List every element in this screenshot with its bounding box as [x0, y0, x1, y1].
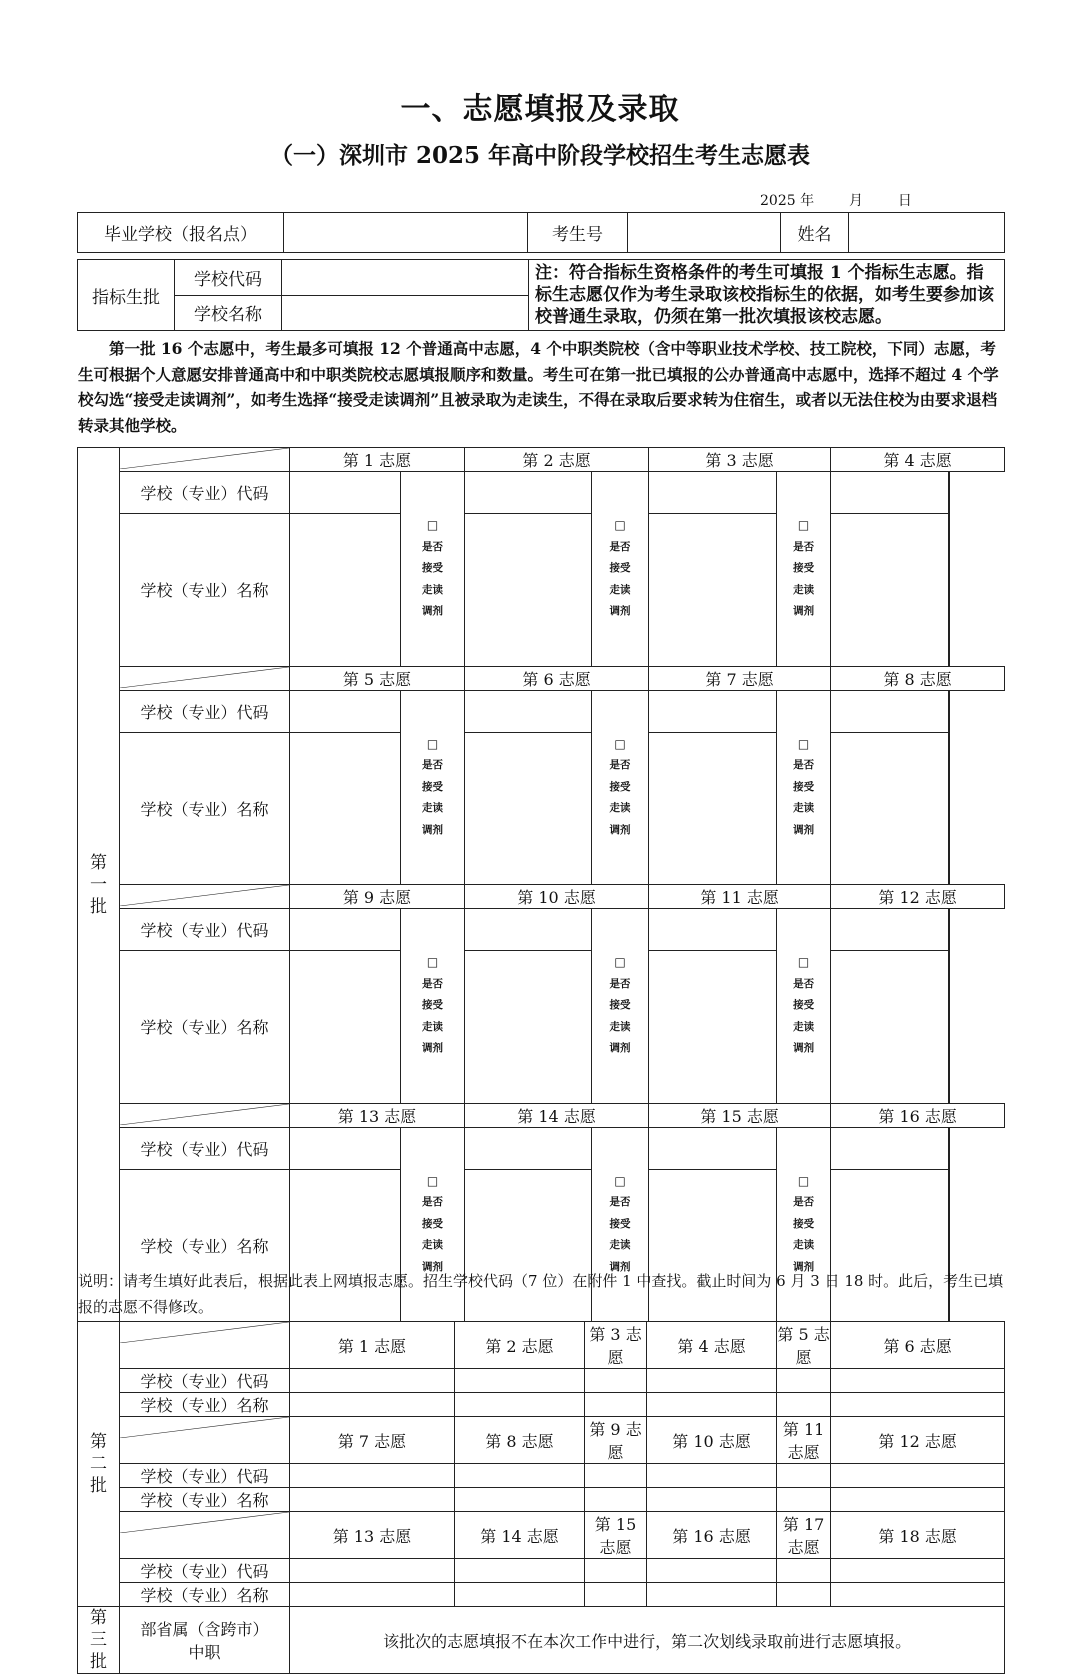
school-code-label: 学校（专业）代码: [120, 909, 290, 951]
school-code-field[interactable]: [290, 909, 401, 951]
batch3-category: [120, 1607, 290, 1674]
quota-code-label: 学校代码: [175, 260, 282, 296]
checkbox-label: 调剂: [422, 605, 444, 617]
accept-dayschool-checkbox[interactable]: [949, 690, 950, 885]
batch2-label-text: 第 二 批: [90, 1432, 107, 1496]
school-code-field[interactable]: [777, 1464, 831, 1488]
checkbox-label: 走读: [609, 1239, 631, 1251]
school-name-field[interactable]: [649, 732, 777, 884]
batch1-choice-header: 第 7 志愿: [649, 666, 831, 690]
quota-name-label: 学校名称: [175, 295, 282, 331]
batch1-choice-header: 第 15 志愿: [649, 1103, 831, 1127]
school-code-field[interactable]: [465, 1127, 592, 1169]
date-month: 月: [849, 193, 863, 209]
checkbox-label: 是否: [793, 977, 815, 990]
batch2-choice-header: 第 18 志愿: [831, 1512, 1005, 1559]
school-code-field[interactable]: [290, 1464, 455, 1488]
checkbox-icon[interactable]: □: [614, 736, 626, 751]
checkbox-label: 调剂: [793, 1042, 815, 1054]
school-code-field[interactable]: [831, 1464, 1005, 1488]
batch2-choice-header: 第 1 志愿: [290, 1322, 455, 1369]
checkbox-label: 调剂: [793, 1260, 815, 1273]
checkbox-icon[interactable]: □: [797, 736, 810, 751]
batch2-choice-header: 第 2 志愿: [455, 1322, 585, 1369]
school-code-field[interactable]: [465, 472, 592, 514]
school-name-field[interactable]: [831, 732, 949, 884]
batch1-instructions: 第一批 16 个志愿中，考生最多可填报 12 个普通高中志愿，4 个中职类院校（含中等职业技术学校、技工院校，下同）志愿，考生可根据个人意愿安排普通高中和中职类院校志愿填报顺序和数量。考生可在第一批已填报的公办普通高中志愿中，选择不超过 4 个学校勾选“接受走读调剂”，如考生选择“接受走读调剂”且被录取为走读生，不得在录取后要求转为住宿生，或者以无法住校为由要求退档转录其他学校。: [78, 339, 999, 435]
diagonal-header-cell: [120, 448, 290, 472]
school-code-field[interactable]: [585, 1559, 647, 1583]
batch1-choice-header: 第 13 志愿: [290, 1103, 465, 1127]
school-code-field[interactable]: [465, 909, 592, 951]
batch2-choice-header: 第 6 志愿: [831, 1322, 1005, 1369]
school-code-field[interactable]: [831, 1559, 1005, 1583]
checkbox-label: 调剂: [793, 605, 815, 617]
school-name-label: 学校（专业）名称: [120, 951, 290, 1103]
checkbox-icon[interactable]: □: [797, 1173, 810, 1188]
school-name-label: 学校（专业）名称: [120, 1393, 290, 1417]
school-code-field[interactable]: [649, 1127, 777, 1169]
school-name-field[interactable]: [290, 1488, 455, 1512]
checkbox-label: 接受: [609, 562, 631, 574]
school-code-field[interactable]: [290, 1369, 455, 1393]
school-name-field[interactable]: [465, 514, 592, 666]
batch1-choice-header: 第 5 志愿: [290, 666, 465, 690]
school-code-field[interactable]: [649, 472, 777, 514]
school-code-field[interactable]: [455, 1369, 585, 1393]
school-code-field[interactable]: [831, 909, 949, 951]
school-name-field[interactable]: [831, 1583, 1005, 1607]
checkbox-icon[interactable]: □: [614, 518, 626, 532]
school-name-field[interactable]: [585, 1488, 647, 1512]
accept-dayschool-checkbox[interactable]: [949, 909, 950, 1104]
checkbox-label: 接受: [422, 1217, 444, 1230]
batch3-category-line2: 中职: [188, 1643, 221, 1662]
student-info-table: [77, 212, 1005, 253]
accept-dayschool-checkbox[interactable]: [592, 690, 649, 885]
school-code-field[interactable]: [465, 690, 592, 732]
school-name-field[interactable]: [585, 1583, 647, 1607]
school-name-field[interactable]: [647, 1583, 777, 1607]
student-name-field[interactable]: [849, 213, 1005, 253]
diagonal-header-cell: [120, 666, 290, 690]
quota-note: 注：符合指标生资格条件的考生可填报 1 个指标生志愿。指标生志愿仅作为考生录取该校指标生的依据，如考生要参加该校普通生录取，仍须在第一批次填报该校志愿。: [529, 260, 1005, 331]
school-name-label: 学校（专业）名称: [120, 732, 290, 884]
batch1-choice-header: 第 2 志愿: [465, 448, 649, 472]
footnote: 说明：请考生填好此表后，根据此表上网填报志愿。招生学校代码（7 位）在附件 1 中查找。截止时间为 6 月 3 日 18 时。此后，考生已填报的志愿不得修改。: [78, 1272, 1004, 1316]
checkbox-label: 走读: [793, 802, 815, 814]
checkbox-label: 是否: [422, 1196, 444, 1208]
batch2-choice-header: 第 7 志愿: [290, 1417, 455, 1464]
graduate-school-label: 毕业学校（报名点）: [78, 213, 284, 253]
batch2-choice-header: 第 13 志愿: [290, 1512, 455, 1559]
batch2-choice-header: 第 10 志愿: [647, 1417, 777, 1464]
school-name-label: 学校（专业）名称: [120, 514, 290, 666]
batch1-choice-header: 第 11 志愿: [649, 885, 831, 909]
batch1-choice-header: 第 10 志愿: [465, 885, 649, 909]
school-name-field[interactable]: [465, 951, 592, 1103]
checkbox-label: 接受: [793, 1217, 815, 1230]
school-name-field[interactable]: [455, 1393, 585, 1417]
school-code-field[interactable]: [777, 1369, 831, 1393]
checkbox-label: 是否: [422, 977, 444, 990]
page-title: 一、志愿填报及录取: [400, 92, 680, 127]
date-year: 2025 年: [760, 193, 815, 209]
school-code-field[interactable]: [647, 1369, 777, 1393]
school-name-label: 学校（专业）名称: [120, 1169, 290, 1321]
batch1-choice-header: 第 12 志愿: [831, 885, 1005, 909]
batch3-notice: 该批次的志愿填报不在本次工作中进行，第二次划线录取前进行志愿填报。: [290, 1607, 1005, 1674]
school-code-field[interactable]: [777, 1559, 831, 1583]
school-name-field[interactable]: [647, 1488, 777, 1512]
school-name-field[interactable]: [649, 951, 777, 1103]
accept-dayschool-checkbox[interactable]: [592, 909, 649, 1104]
checkbox-label: 调剂: [609, 1042, 631, 1054]
school-name-field[interactable]: [647, 1393, 777, 1417]
date-line: [760, 190, 912, 210]
school-name-field[interactable]: [455, 1488, 585, 1512]
school-code-label: 学校（专业）代码: [120, 1464, 290, 1488]
checkbox-label: 调剂: [422, 1042, 444, 1054]
batch2-choice-header: 第 14 志愿: [455, 1512, 585, 1559]
school-name-field[interactable]: [831, 1488, 1005, 1512]
checkbox-label: 走读: [422, 802, 444, 814]
batch1-label-text: 第 一 批: [90, 852, 107, 917]
checkbox-label: 调剂: [609, 605, 631, 617]
checkbox-label: 走读: [793, 1020, 815, 1033]
quota-batch-label: 指标生批: [78, 260, 175, 331]
batch2-choice-header: 第 3 志愿: [585, 1322, 647, 1369]
checkbox-label: 接受: [793, 999, 815, 1011]
school-code-label: 学校（专业）代码: [120, 1369, 290, 1393]
checkbox-label: 接受: [422, 780, 444, 793]
diagonal-header-cell: [120, 885, 290, 909]
checkbox-icon[interactable]: □: [797, 955, 810, 969]
checkbox-label: 调剂: [609, 1260, 631, 1273]
checkbox-label: 是否: [793, 1196, 815, 1208]
school-code-field[interactable]: [831, 690, 949, 732]
batch3-label-text: 第 三 批: [90, 1608, 107, 1672]
checkbox-label: 接受: [422, 999, 444, 1011]
checkbox-label: 走读: [793, 1239, 815, 1251]
accept-dayschool-checkbox[interactable]: [401, 909, 465, 1104]
checkbox-icon[interactable]: □: [426, 518, 439, 532]
school-name-label: 学校（专业）名称: [120, 1488, 290, 1512]
batch2-choice-header: 第 17 志愿: [777, 1512, 831, 1559]
exam-number-label: 考生号: [528, 213, 628, 253]
school-code-field[interactable]: [831, 472, 949, 514]
diagonal-header-cell: [120, 1103, 290, 1127]
graduate-school-field[interactable]: [284, 213, 528, 253]
checkbox-label: 走读: [793, 583, 815, 596]
school-code-field[interactable]: [585, 1369, 647, 1393]
accept-dayschool-checkbox[interactable]: [949, 472, 950, 667]
school-name-field[interactable]: [585, 1393, 647, 1417]
checkbox-icon[interactable]: □: [426, 955, 439, 969]
batch1-choice-header: 第 14 志愿: [465, 1103, 649, 1127]
checkbox-label: 调剂: [609, 823, 631, 836]
school-name-field[interactable]: [290, 951, 401, 1103]
school-code-label: 学校（专业）代码: [120, 472, 290, 514]
school-name-field[interactable]: [777, 1393, 831, 1417]
accept-dayschool-checkbox[interactable]: [401, 472, 465, 667]
checkbox-icon[interactable]: □: [614, 1173, 626, 1188]
checkbox-label: 走读: [609, 1020, 631, 1033]
school-name-field[interactable]: [290, 732, 401, 884]
batch2-choice-header: 第 8 志愿: [455, 1417, 585, 1464]
checkbox-label: 调剂: [422, 1260, 444, 1273]
school-code-field[interactable]: [290, 472, 401, 514]
school-code-field[interactable]: [649, 909, 777, 951]
school-name-field[interactable]: [455, 1583, 585, 1607]
school-name-field[interactable]: [290, 1583, 455, 1607]
school-code-field[interactable]: [831, 1127, 949, 1169]
school-code-label: 学校（专业）代码: [120, 690, 290, 732]
checkbox-label: 是否: [609, 1196, 631, 1208]
checkbox-icon[interactable]: □: [426, 736, 439, 751]
batch1-choice-header: 第 4 志愿: [831, 448, 1005, 472]
diagonal-header-cell: [120, 1512, 290, 1559]
school-name-field[interactable]: [290, 1393, 455, 1417]
quota-name-field[interactable]: [282, 295, 529, 331]
batch2-label: [78, 1322, 120, 1607]
checkbox-label: 是否: [609, 759, 631, 771]
school-code-field[interactable]: [290, 1559, 455, 1583]
checkbox-label: 接受: [422, 562, 444, 574]
school-code-field[interactable]: [290, 1127, 401, 1169]
batch3-category-line1: 部省属（含跨市）: [140, 1620, 269, 1639]
student-name-label: 姓名: [781, 213, 849, 253]
batch1-choice-header: 第 16 志愿: [831, 1103, 1005, 1127]
checkbox-label: 是否: [609, 977, 631, 990]
checkbox-label: 走读: [422, 1020, 444, 1033]
accept-dayschool-checkbox[interactable]: [592, 472, 649, 667]
quota-table: [77, 259, 1005, 331]
school-name-field[interactable]: [831, 1393, 1005, 1417]
school-code-label: 学校（专业）代码: [120, 1559, 290, 1583]
school-name-field[interactable]: [777, 1583, 831, 1607]
accept-dayschool-checkbox[interactable]: [777, 909, 831, 1104]
checkbox-label: 是否: [609, 540, 631, 553]
school-code-field[interactable]: [455, 1559, 585, 1583]
school-code-field[interactable]: [647, 1559, 777, 1583]
batch1-choice-header: 第 1 志愿: [290, 448, 465, 472]
checkbox-label: 接受: [609, 1217, 631, 1230]
date-day: 日: [897, 193, 912, 209]
batch2-choice-header: 第 16 志愿: [647, 1512, 777, 1559]
checkbox-icon[interactable]: □: [614, 955, 626, 969]
batch1-label: [78, 448, 120, 1322]
batch1-choice-header: 第 3 志愿: [649, 448, 831, 472]
school-code-field[interactable]: [649, 690, 777, 732]
batch2-choice-header: 第 12 志愿: [831, 1417, 1005, 1464]
school-code-field[interactable]: [455, 1464, 585, 1488]
exam-number-field[interactable]: [628, 213, 781, 253]
school-name-field[interactable]: [831, 514, 949, 666]
school-code-field[interactable]: [831, 1369, 1005, 1393]
batch2-choice-header: 第 4 志愿: [647, 1322, 777, 1369]
batch2-choice-header: 第 15 志愿: [585, 1512, 647, 1559]
checkbox-label: 走读: [609, 802, 631, 814]
school-name-field[interactable]: [290, 514, 401, 666]
batch2-choice-header: 第 11 志愿: [777, 1417, 831, 1464]
school-name-field[interactable]: [649, 514, 777, 666]
school-name-field[interactable]: [777, 1488, 831, 1512]
batch3-label: [78, 1607, 120, 1674]
school-code-label: 学校（专业）代码: [120, 1127, 290, 1169]
form-subtitle: （一）深圳市 2025 年高中阶段学校招生考生志愿表: [269, 142, 811, 169]
checkbox-label: 走读: [422, 583, 444, 596]
checkbox-label: 调剂: [793, 823, 815, 836]
checkbox-icon[interactable]: □: [797, 518, 810, 532]
batch2-choice-header: 第 5 志愿: [777, 1322, 831, 1369]
checkbox-label: 接受: [793, 780, 815, 793]
school-name-label: 学校（专业）名称: [120, 1583, 290, 1607]
checkbox-label: 走读: [422, 1239, 444, 1251]
accept-dayschool-checkbox[interactable]: [401, 690, 465, 885]
checkbox-label: 是否: [422, 540, 444, 553]
batch1-choice-header: 第 9 志愿: [290, 885, 465, 909]
batch1-choice-header: 第 8 志愿: [831, 666, 1005, 690]
quota-code-field[interactable]: [282, 260, 529, 296]
checkbox-label: 接受: [793, 562, 815, 574]
batch1-choice-header: 第 6 志愿: [465, 666, 649, 690]
diagonal-header-cell: [120, 1322, 290, 1369]
checkbox-label: 接受: [609, 999, 631, 1011]
checkbox-label: 走读: [609, 583, 631, 596]
checkbox-label: 是否: [422, 759, 444, 771]
school-name-field[interactable]: [465, 732, 592, 884]
school-code-field[interactable]: [647, 1464, 777, 1488]
school-name-field[interactable]: [831, 951, 949, 1103]
batch2-choice-header: 第 9 志愿: [585, 1417, 647, 1464]
accept-dayschool-checkbox[interactable]: [777, 472, 831, 667]
diagonal-header-cell: [120, 1417, 290, 1464]
preference-table: [77, 447, 1005, 1674]
school-code-field[interactable]: [290, 690, 401, 732]
checkbox-label: 接受: [609, 780, 631, 793]
checkbox-label: 是否: [793, 759, 815, 771]
school-code-field[interactable]: [585, 1464, 647, 1488]
checkbox-label: 调剂: [422, 823, 444, 836]
checkbox-icon[interactable]: □: [426, 1173, 439, 1188]
accept-dayschool-checkbox[interactable]: [777, 690, 831, 885]
checkbox-label: 是否: [793, 540, 815, 553]
